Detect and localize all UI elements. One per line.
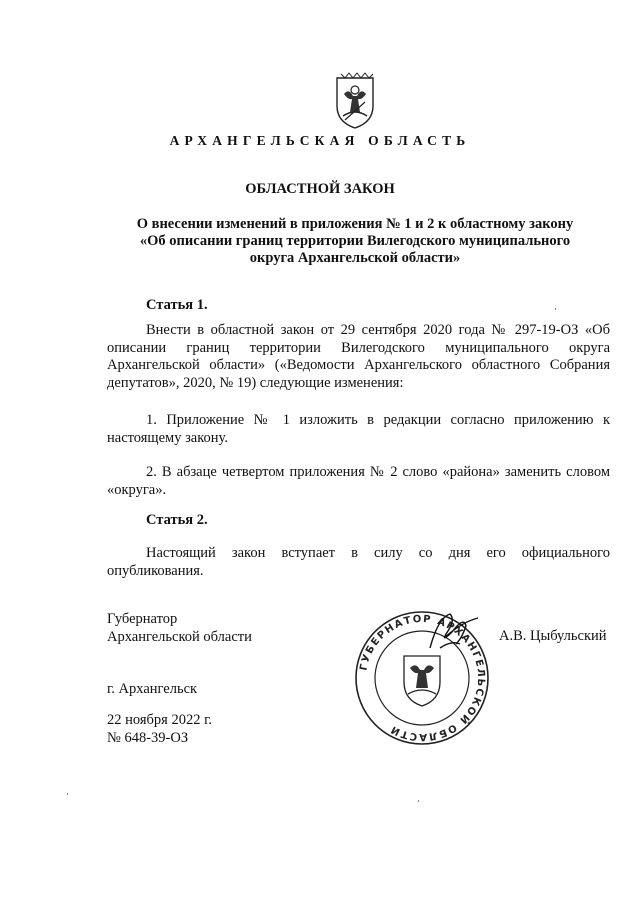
- scan-speck: [418, 800, 419, 802]
- scan-speck: [555, 308, 556, 310]
- coat-of-arms-emblem: [331, 72, 379, 130]
- signing-city: г. Архангельск: [107, 681, 198, 697]
- signatory-name: А.В. Цыбульский: [499, 628, 607, 644]
- official-seal: [352, 608, 492, 748]
- signatory-position: [107, 610, 252, 646]
- article-1-item-2: 2. В абзаце четвертом приложения № 2 слово «района» заменить словом «округа».: [107, 464, 610, 498]
- document-type: ОБЛАСТНОЙ ЗАКОН: [245, 181, 395, 197]
- law-title-line: О внесении изменений в приложения № 1 и 2 к областному закону: [136, 216, 574, 232]
- seal-text: ГУБЕРНАТОР АРХАНГЕЛЬСКОЙ ОБЛАСТИ: [358, 613, 487, 743]
- article-1-item-1: 1. Приложение № 1 изложить в редакции согласно приложению к настоящему закону.: [107, 412, 610, 446]
- article-1-intro: Внести в областной закон от 29 сентября 2020 года № 297-19-ОЗ «Об описании границ территории Вилегодского муниципального округа Архангельской области» («Ведомости Архангельского областного Собрания депутатов», 2020, № 19) следующие изменения:: [107, 322, 610, 391]
- article-2-text: Настоящий закон вступает в силу со дня его официального опубликования.: [107, 545, 610, 579]
- region-name: АРХАНГЕЛЬСКАЯ ОБЛАСТЬ: [169, 133, 471, 148]
- law-number: № 648-39-ОЗ: [107, 730, 189, 746]
- law-date-number: [107, 711, 212, 747]
- law-title: [100, 216, 610, 267]
- scan-speck: [67, 793, 68, 795]
- position-line: Архангельской области: [107, 629, 252, 645]
- article-2-heading: Статья 2.: [146, 512, 208, 528]
- article-1-heading: Статья 1.: [146, 297, 208, 313]
- law-title-line: округа Архангельской области»: [249, 250, 461, 266]
- law-title-line: «Об описании границ территории Вилегодского муниципального: [139, 233, 571, 249]
- law-date: 22 ноября 2022 г.: [107, 712, 213, 728]
- position-line: Губернатор: [107, 611, 178, 627]
